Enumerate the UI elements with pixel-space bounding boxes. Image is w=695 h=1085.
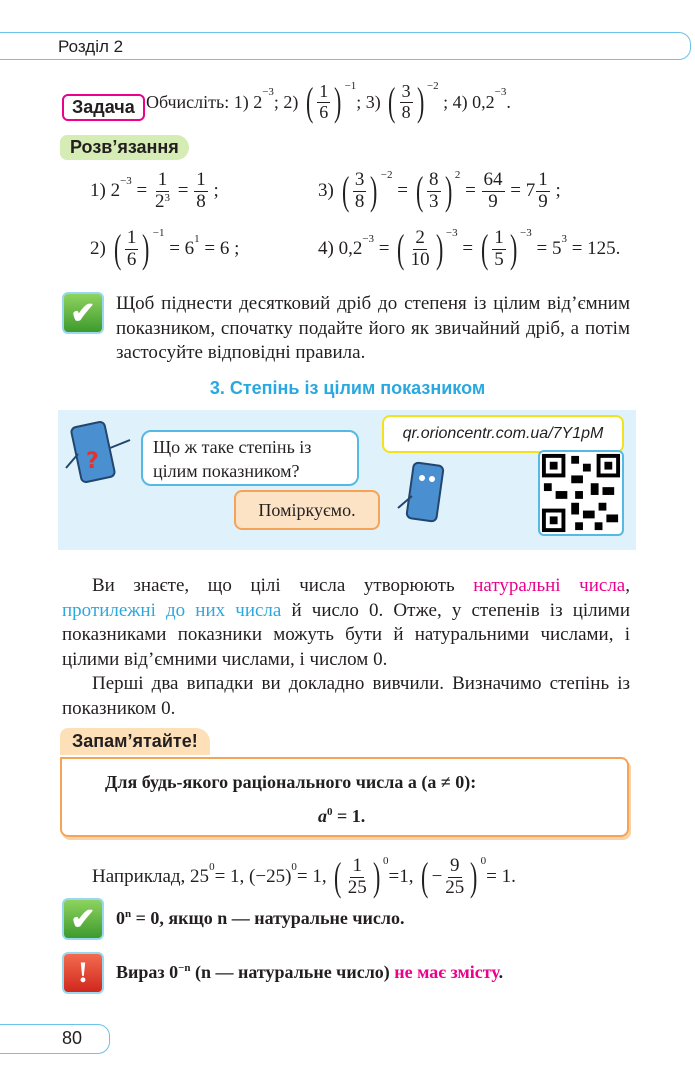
paragraph-integers: Ви знаєте, що цілі числа утворюють натуральні числа, протилежні до них числа й число 0. Отже, у степенів із цілими показниками показники можуть бути й натуральними числами, і цілими від’ємними числами, і числом 0. — [62, 575, 630, 670]
question-bubble: Що ж таке степінь із цілим показником? — [141, 430, 359, 486]
section-header: Розділ 2 — [58, 37, 124, 56]
section-title: 3. Степінь із цілим показником — [209, 378, 486, 398]
tip-decimal-power: Щоб піднести десятковий дріб до степеня із цілим від’ємним показником, спочатку подайте його як звичайний дріб, а потім застосуйте відповідні правила. — [116, 293, 630, 363]
phone-character-thinking-icon — [396, 456, 456, 536]
exclamation-icon: ! — [62, 952, 104, 994]
solution-4: 4) 0,2 $^{-3}$ = ( $\frac{2}{10}$ ) $^{-3}$ = ( $\frac{1}{5}$ ) $^{-3}$ = 5 $^3$ = 125. — [318, 226, 621, 272]
qr-code-icon[interactable] — [538, 450, 624, 536]
solution-2: 2) ( $\frac{1}{6}$ ) $^{-1}$ = 6 $^1$ = 6 ; — [90, 226, 240, 272]
solution-1: 1) 2 $^{-3}$ = $\frac{1}{2^3}$ = $\frac{1}{8}$ ; — [90, 169, 219, 212]
note-zero-power: $0^n = 0$, якщо n — натуральне число. — [116, 908, 405, 928]
remember-tag: Запам’ятайте! — [60, 728, 210, 755]
page-number-box — [0, 1024, 110, 1054]
solution-tag: Розв’язання — [60, 135, 189, 160]
example-line: Наприклад, 25 $^0$ = 1, (−25) $^0$ = 1, ( $\frac{1}{25}$ ) $^0$ =1, ( − $\frac{9}{25}$ ) $^0$ = 1. — [92, 854, 516, 900]
phone-character-question-icon — [64, 418, 134, 490]
paragraph-zero-exponent: Перші два випадки ви докладно вивчили. Визначимо степінь із показником 0. — [62, 673, 630, 719]
answer-bubble: Поміркуємо. — [234, 490, 380, 530]
remember-definition: Для будь-якого раціонального числа a (a ≠ 0): — [105, 772, 477, 792]
checkmark-icon: ✔ — [62, 898, 104, 940]
remember-formula: $a^0 = 1$. — [318, 806, 366, 826]
page-number: 80 — [62, 1028, 83, 1048]
note-undefined-expression: Вираз $0^{-n}$ (n — натуральне число) не має змісту. — [116, 962, 504, 982]
qr-url-link[interactable]: qr.orioncentr.com.ua/7Y1pM — [382, 415, 624, 453]
task-tag: Задача — [62, 94, 145, 121]
svg-text:?: ? — [86, 449, 99, 474]
task-statement: Обчисліть: 1) 2 $^{-3}$ ; 2) ( $\frac{1}{6}$ ) $^{-1}$ ; 3) ( $\frac{3}{8}$ ) $^{-2}$ ; 4) 0,2 $^{-3}$ . — [146, 79, 511, 125]
checkmark-icon: ✔ — [62, 292, 104, 334]
solution-3: 3) ( $\frac{3}{8}$ ) $^{-2}$ = ( $\frac{8}{3}$ ) $^2$ = $\frac{64}{9}$ = 7 $\frac{1}{9}$ ; — [318, 168, 561, 214]
